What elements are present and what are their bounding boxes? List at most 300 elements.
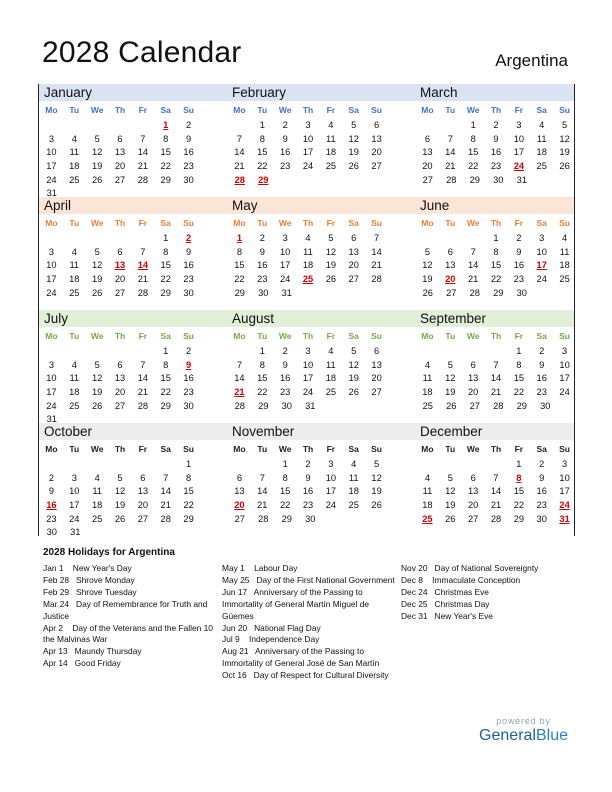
weekday-label: Sa	[160, 444, 171, 454]
weekday-header	[40, 328, 200, 345]
day-cell: 17	[46, 161, 57, 172]
day-cell: 30	[540, 400, 551, 411]
weekday-label: Sa	[160, 331, 171, 341]
day-cell: 29	[281, 513, 292, 524]
week-row	[40, 485, 200, 499]
day-cell: 8	[236, 246, 243, 257]
country-name: Argentina	[495, 51, 568, 70]
day-cell: 5	[447, 472, 453, 483]
day-cell: 18	[91, 500, 103, 511]
day-cell: 22	[160, 387, 171, 398]
week-row	[416, 119, 576, 133]
week-row	[40, 526, 200, 540]
week-row	[416, 372, 576, 386]
month-name: March	[420, 85, 458, 100]
holiday-entry: Apr 14 Good Friday	[43, 658, 121, 669]
day-cell: 18	[348, 486, 359, 497]
week-row	[416, 273, 576, 287]
day-cell: 17	[46, 274, 57, 285]
day-cell: 16	[536, 486, 547, 497]
month-november	[228, 423, 388, 526]
weekday-label: We	[466, 444, 480, 454]
day-cell: 21	[160, 500, 171, 511]
day-cell: 13	[467, 373, 479, 384]
empty-cell	[109, 345, 132, 359]
day-cell: 7	[470, 246, 476, 257]
empty-cell	[63, 345, 86, 359]
day-cell: 19	[91, 161, 103, 172]
day-cell: 19	[348, 147, 359, 158]
day-cell: 16	[513, 260, 525, 271]
holiday-column-3	[401, 563, 576, 623]
day-cell: 3	[48, 359, 55, 370]
week-row	[228, 472, 388, 486]
holiday-entry: Jun 20 National Flag Day	[222, 622, 321, 633]
day-cell: 14	[445, 147, 456, 158]
week-row	[40, 400, 200, 414]
weekday-label: Th	[302, 218, 314, 228]
day-cell: 17	[559, 486, 570, 497]
day-cell: 31	[559, 513, 570, 524]
day-cell: 20	[114, 387, 126, 398]
weekday-label: Fr	[326, 331, 336, 341]
week-row	[228, 246, 388, 260]
day-cell: 11	[326, 359, 336, 370]
day-cell: 30	[493, 174, 504, 185]
day-cell: 30	[281, 400, 292, 411]
day-cell: 8	[163, 359, 169, 370]
day-cell: 7	[140, 133, 146, 144]
day-cell: 10	[69, 486, 80, 497]
brand-name: GeneralBlue	[479, 727, 568, 744]
day-cell: 28	[371, 274, 382, 285]
day-cell: 14	[490, 486, 502, 497]
day-cell: 29	[513, 513, 525, 524]
day-cell: 12	[445, 373, 456, 384]
holiday-entry: Aug 21 Anniversary of the Passing to Immortality of General José de San Martín	[222, 646, 380, 669]
day-cell: 2	[305, 459, 311, 469]
weekday-header	[228, 328, 388, 345]
day-cell: 1	[282, 459, 288, 469]
week-row	[228, 513, 388, 527]
day-cell: 23	[536, 500, 547, 511]
day-cell: 11	[326, 133, 336, 144]
day-cell: 10	[513, 133, 525, 144]
weekday-label: Fr	[138, 444, 148, 454]
week-row	[228, 345, 388, 359]
weekday-label: Su	[371, 218, 383, 228]
day-cell: 24	[559, 387, 570, 398]
weekday-label: Fr	[326, 218, 336, 228]
day-cell: 5	[94, 359, 100, 370]
week-row	[40, 499, 200, 513]
weekday-label: Mo	[45, 331, 58, 341]
day-cell: 14	[467, 260, 479, 271]
empty-cell	[439, 119, 462, 133]
day-cell: 20	[467, 500, 479, 511]
day-cell: 21	[445, 161, 456, 172]
day-cell: 29	[183, 513, 194, 524]
weekday-label: Su	[371, 105, 383, 115]
week-row	[40, 174, 200, 188]
weekday-header	[416, 102, 576, 119]
weekday-label: Sa	[348, 331, 359, 341]
weekday-label: Fr	[326, 444, 336, 454]
day-cell: 14	[371, 246, 382, 257]
day-cell: 27	[467, 513, 479, 524]
week-row	[228, 119, 388, 133]
day-cell: 10	[46, 147, 57, 158]
week-row	[228, 174, 388, 188]
holiday-entry: Jul 9 Independence Day	[222, 634, 320, 645]
day-cell: 11	[69, 147, 80, 158]
week-row	[416, 287, 576, 301]
day-cell: 17	[325, 486, 337, 497]
holiday-entry: Feb 29 Shrove Tuesday	[43, 586, 137, 597]
week-row	[228, 485, 388, 499]
day-cell: 11	[559, 246, 570, 257]
day-cell: 20	[371, 147, 382, 158]
day-cell: 22	[513, 500, 525, 511]
weekday-header	[416, 328, 576, 345]
day-cell: 3	[562, 459, 568, 469]
day-cell: 9	[48, 486, 55, 497]
month-april	[40, 197, 200, 300]
day-cell: 31	[281, 287, 292, 298]
weekday-label: Su	[559, 331, 571, 341]
week-row	[416, 174, 576, 188]
day-cell: 15	[513, 373, 525, 384]
day-cell: 28	[446, 174, 457, 185]
empty-cell	[63, 458, 86, 472]
day-cell: 27	[446, 287, 457, 298]
day-cell: 8	[163, 133, 169, 144]
day-cell: 19	[445, 500, 456, 511]
day-cell: 17	[302, 373, 314, 384]
day-cell: 1	[259, 120, 265, 130]
day-cell: 13	[422, 147, 433, 158]
day-cell: 20	[114, 161, 126, 172]
brand-logo[interactable]	[479, 716, 568, 745]
empty-cell	[109, 119, 132, 133]
week-row	[40, 513, 200, 527]
day-cell: 20	[234, 500, 245, 511]
day-cell: 4	[562, 233, 568, 243]
empty-cell	[462, 345, 485, 359]
day-cell: 24	[69, 513, 80, 524]
day-cell: 14	[137, 373, 149, 384]
week-row	[228, 386, 388, 400]
day-cell: 1	[186, 459, 192, 469]
day-cell: 2	[186, 120, 192, 130]
holiday-entry: Dec 25 Christmas Day	[401, 598, 490, 609]
empty-cell	[439, 458, 462, 472]
week-row	[416, 232, 576, 246]
day-cell: 23	[183, 274, 194, 285]
empty-cell	[131, 232, 154, 246]
day-cell: 9	[186, 133, 192, 144]
weekday-label: Tu	[445, 444, 456, 454]
day-cell: 2	[516, 233, 522, 243]
day-cell: 19	[422, 274, 433, 285]
weekday-label: Mo	[233, 444, 246, 454]
weekday-label: Sa	[160, 218, 171, 228]
day-cell: 16	[183, 260, 194, 271]
day-cell: 23	[302, 500, 314, 511]
week-row	[416, 133, 576, 147]
day-cell: 23	[536, 387, 547, 398]
week-row	[40, 386, 200, 400]
day-cell: 25	[91, 513, 103, 524]
day-cell: 1	[493, 233, 499, 243]
day-cell: 26	[445, 513, 456, 524]
day-cell: 20	[371, 373, 382, 384]
month-name: November	[232, 424, 295, 439]
weekday-label: Mo	[421, 331, 434, 341]
day-cell: 9	[259, 246, 265, 257]
day-cell: 3	[328, 459, 334, 469]
day-cell: 4	[328, 120, 334, 130]
day-cell: 11	[69, 260, 80, 271]
day-cell: 9	[282, 133, 288, 144]
day-cell: 9	[186, 359, 192, 370]
day-cell: 16	[302, 486, 314, 497]
weekday-label: Sa	[536, 331, 547, 341]
week-row	[40, 458, 200, 472]
week-row	[416, 246, 576, 260]
weekday-label: Tu	[257, 444, 268, 454]
day-cell: 7	[140, 359, 146, 370]
day-cell: 23	[183, 387, 194, 398]
weekday-label: We	[278, 331, 292, 341]
day-cell: 5	[447, 359, 453, 370]
day-cell: 30	[516, 287, 527, 298]
week-row	[416, 458, 576, 472]
day-cell: 3	[539, 233, 545, 243]
empty-cell	[86, 232, 109, 246]
day-cell: 8	[282, 472, 288, 483]
day-cell: 28	[234, 400, 245, 411]
weekday-label: Tu	[445, 331, 456, 341]
empty-cell	[131, 345, 154, 359]
day-cell: 12	[91, 373, 103, 384]
week-row	[40, 372, 200, 386]
weekday-label: Tu	[445, 218, 456, 228]
page-title: 2028 Calendar	[42, 36, 242, 69]
day-cell: 21	[234, 161, 245, 172]
weekday-label: Sa	[348, 444, 359, 454]
weekday-label: Fr	[326, 105, 336, 115]
day-cell: 24	[559, 500, 570, 511]
weekday-label: Tu	[69, 331, 80, 341]
weekday-label: Mo	[233, 105, 246, 115]
day-cell: 6	[351, 233, 357, 243]
day-cell: 24	[325, 500, 337, 511]
day-cell: 24	[302, 387, 314, 398]
week-row	[40, 472, 200, 486]
empty-cell	[439, 232, 462, 246]
day-cell: 24	[279, 274, 291, 285]
day-cell: 27	[469, 400, 480, 411]
day-cell: 9	[305, 472, 311, 483]
day-cell: 9	[539, 359, 545, 370]
weekday-label: Fr	[514, 218, 524, 228]
empty-cell	[63, 232, 86, 246]
day-cell: 18	[559, 260, 570, 271]
day-cell: 30	[258, 287, 269, 298]
weekday-label: We	[278, 444, 292, 454]
day-cell: 8	[259, 359, 265, 370]
day-cell: 30	[183, 174, 194, 185]
day-cell: 3	[305, 120, 311, 130]
day-cell: 9	[493, 133, 499, 144]
empty-cell	[154, 458, 177, 472]
day-cell: 4	[71, 133, 77, 144]
day-cell: 12	[91, 260, 103, 271]
day-cell: 27	[348, 274, 359, 285]
day-cell: 8	[516, 359, 522, 370]
day-cell: 11	[536, 133, 547, 144]
weekday-label: Th	[490, 105, 502, 115]
day-cell: 5	[351, 346, 357, 356]
weekday-label: Mo	[233, 331, 246, 341]
weekday-label: Tu	[257, 218, 268, 228]
day-cell: 25	[422, 513, 433, 524]
holiday-entry: Dec 8 Immaculate Conception	[401, 574, 521, 585]
month-august	[228, 310, 388, 413]
weekday-label: Fr	[514, 105, 524, 115]
week-row	[228, 499, 388, 513]
day-cell: 19	[114, 500, 126, 511]
day-cell: 29	[234, 287, 245, 298]
day-cell: 30	[183, 400, 194, 411]
day-cell: 13	[234, 486, 245, 497]
day-cell: 2	[539, 459, 545, 469]
day-cell: 22	[513, 387, 525, 398]
day-cell: 26	[371, 500, 382, 511]
empty-cell	[485, 345, 508, 359]
day-cell: 28	[137, 287, 149, 298]
day-cell: 18	[325, 147, 337, 158]
day-cell: 7	[140, 246, 146, 257]
day-cell: 17	[279, 260, 291, 271]
empty-cell	[131, 119, 154, 133]
weekday-label: Tu	[69, 105, 80, 115]
weekday-header	[228, 102, 388, 119]
weekday-label: Sa	[536, 218, 547, 228]
day-cell: 12	[91, 147, 103, 158]
day-cell: 12	[559, 133, 570, 144]
day-cell: 22	[279, 500, 291, 511]
day-cell: 15	[467, 147, 479, 158]
day-cell: 25	[302, 274, 314, 285]
day-cell: 5	[94, 246, 100, 257]
day-cell: 25	[69, 287, 80, 298]
day-cell: 21	[490, 500, 502, 511]
day-cell: 17	[302, 147, 314, 158]
day-cell: 15	[257, 373, 268, 384]
holidays-heading: 2028 Holidays for Argentina	[43, 547, 175, 558]
day-cell: 13	[371, 133, 382, 144]
day-cell: 24	[46, 400, 57, 411]
month-name: October	[44, 424, 93, 439]
weekday-label: Mo	[45, 105, 58, 115]
holiday-entry: May 1 Labour Day	[222, 563, 298, 573]
weekday-label: Th	[114, 331, 126, 341]
day-cell: 1	[516, 346, 522, 356]
weekday-label: Th	[302, 331, 314, 341]
day-cell: 6	[374, 120, 380, 130]
day-cell: 5	[562, 120, 568, 130]
day-cell: 9	[282, 359, 288, 370]
day-cell: 25	[559, 274, 570, 285]
empty-cell	[462, 232, 485, 246]
day-cell: 2	[539, 346, 545, 356]
day-cell: 17	[46, 387, 57, 398]
week-row	[228, 146, 388, 160]
day-cell: 7	[236, 359, 243, 370]
day-cell: 6	[117, 246, 123, 257]
weekday-label: Sa	[536, 105, 547, 115]
empty-cell	[109, 232, 132, 246]
week-row	[416, 345, 576, 359]
weekday-label: Su	[183, 218, 195, 228]
day-cell: 10	[302, 359, 314, 370]
weekday-label: Th	[490, 331, 502, 341]
day-cell: 17	[513, 147, 525, 158]
day-cell: 4	[328, 346, 334, 356]
day-cell: 2	[48, 472, 55, 483]
day-cell: 22	[467, 161, 479, 172]
empty-cell	[485, 458, 508, 472]
day-cell: 18	[325, 373, 337, 384]
day-cell: 4	[71, 246, 77, 257]
day-cell: 27	[114, 287, 126, 298]
day-cell: 5	[374, 459, 380, 469]
day-cell: 4	[424, 359, 431, 370]
day-cell: 3	[516, 120, 522, 130]
day-cell: 27	[371, 387, 382, 398]
empty-cell	[439, 345, 462, 359]
week-row	[416, 259, 576, 273]
day-cell: 10	[325, 472, 337, 483]
day-cell: 16	[183, 373, 194, 384]
weekday-label: Tu	[257, 331, 268, 341]
weekday-header	[40, 102, 200, 119]
day-cell: 7	[374, 233, 380, 243]
week-row	[40, 345, 200, 359]
weekday-label: Mo	[421, 444, 434, 454]
week-row	[228, 400, 388, 414]
day-cell: 6	[424, 133, 431, 144]
weekday-label: Th	[490, 444, 502, 454]
day-cell: 1	[163, 346, 169, 356]
day-cell: 13	[114, 373, 126, 384]
day-cell: 8	[493, 246, 499, 257]
day-cell: 25	[348, 500, 359, 511]
day-cell: 9	[186, 246, 192, 257]
weekday-label: We	[466, 331, 480, 341]
holiday-column-2	[222, 563, 397, 682]
day-cell: 28	[493, 400, 504, 411]
day-cell: 11	[303, 246, 313, 257]
powered-by-text: powered by	[496, 716, 551, 726]
weekday-label: We	[90, 218, 104, 228]
day-cell: 28	[234, 174, 245, 185]
day-cell: 20	[137, 500, 149, 511]
day-cell: 3	[48, 133, 55, 144]
day-cell: 26	[446, 400, 457, 411]
